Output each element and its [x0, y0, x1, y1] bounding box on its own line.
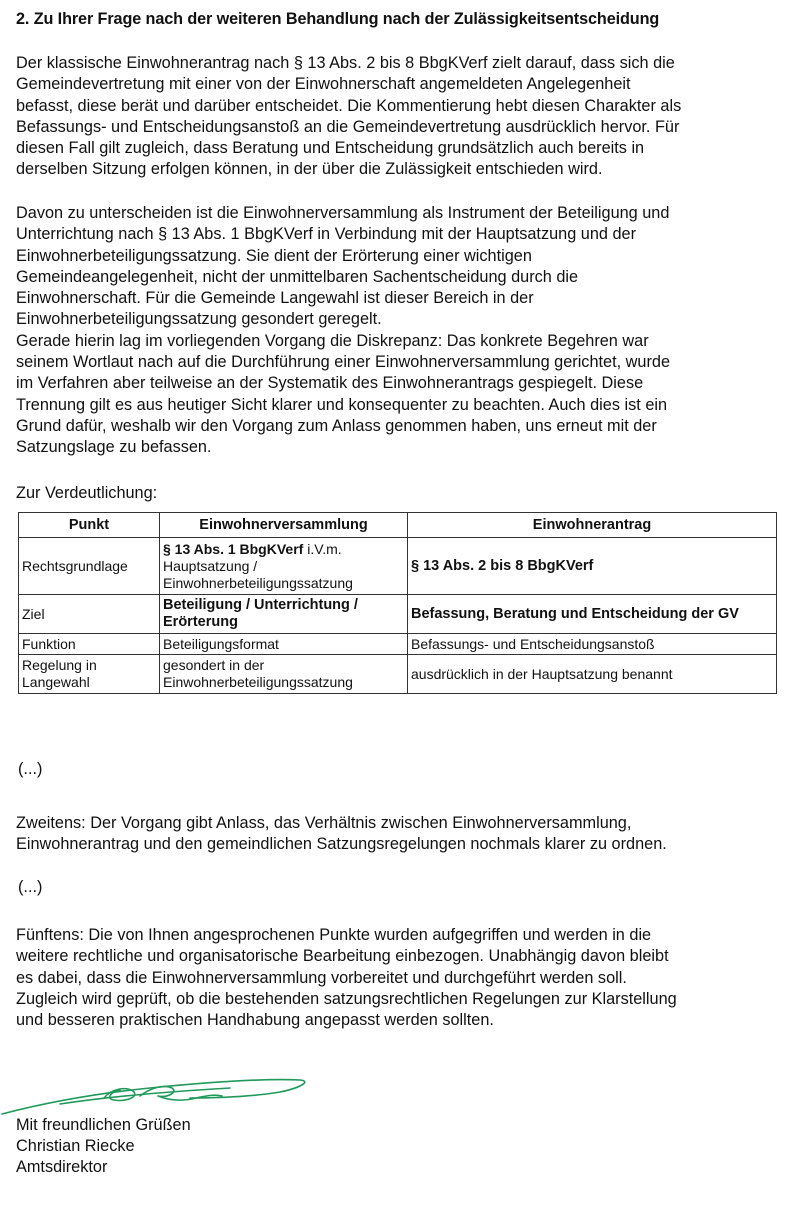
paragraph-einwohnerantrag: [16, 53, 786, 181]
column-header-einwohnerversammlung: Einwohnerversammlung: [160, 513, 408, 538]
text-line: Fünftens: Die von Ihnen angesprochenen Punkte wurden aufgegriffen und werden in die: [16, 926, 652, 944]
text-line: Gerade hierin lag im vorliegenden Vorgang die Diskrepanz: Das konkrete Begehren war: [16, 331, 649, 350]
paragraph-einwohnerversammlung: [16, 203, 786, 459]
table-row: [19, 538, 777, 595]
text-line: Trennung gilt es aus heutiger Sicht klarer und konsequenter zu beachten. Auch dies ist ein: [16, 395, 668, 414]
paragraph-fuenftens: [16, 925, 786, 1031]
text-line: derselben Sitzung erfolgen können, in der über die Zulässigkeit entschieden wird.: [16, 160, 603, 179]
signatory-title: Amtsdirektor: [16, 1158, 108, 1176]
table-cell-versammlung: gesondert in der Einwohnerbeteiligungssatzung: [160, 655, 408, 694]
text-line: Satzungslage zu befassen.: [16, 438, 212, 457]
text-line: seinem Wortlaut nach auf die Durchführung einer Einwohnerversammlung gerichtet, wurde: [16, 353, 671, 372]
column-header-punkt: Punkt: [19, 513, 160, 538]
text-line: Zugleich wird geprüft, ob die bestehenden satzungsrechtlichen Regelungen zur Klarstellung: [16, 989, 677, 1008]
text-line: Unterrichtung nach § 13 Abs. 1 BbgKVerf in Verbindung mit der Hauptsatzung und der: [16, 225, 636, 244]
paragraph-zweitens: [16, 813, 786, 856]
legal-reference: § 13 Abs. 1 BbgKVerf: [163, 540, 304, 557]
text-line: befasst, diese berät und darüber entscheidet. Die Kommentierung hebt diesen Charakter als: [16, 96, 682, 115]
text-line: diesen Fall gilt zugleich, dass Beratung und Entscheidung grundsätzlich auch bereits in: [16, 139, 645, 158]
table-cell-punkt: Rechtsgrundlage: [19, 538, 160, 595]
text-line: Befassungs- und Entscheidungsanstoß an die Gemeindevertretung ausdrücklich hervor. Für: [16, 117, 680, 136]
table-cell-punkt: Funktion: [19, 634, 160, 655]
handwritten-signature: [0, 1068, 320, 1118]
closing-greeting: Mit freundlichen Grüßen: [16, 1116, 191, 1134]
table-cell-antrag: Befassungs- und Entscheidungsanstoß: [408, 634, 777, 655]
text-line: Einwohnerantrag und den gemeindlichen Satzungsregelungen nochmals klarer zu ordnen.: [16, 835, 667, 854]
text-line: Zur Verdeutlichung:: [16, 484, 158, 502]
ellipsis-marker: (...): [18, 878, 43, 896]
text-line: Zweitens: Der Vorgang gibt Anlass, das Verhältnis zwischen Einwohnerversammlung,: [16, 814, 632, 832]
table-cell-antrag: ausdrücklich in der Hauptsatzung benannt: [408, 655, 777, 694]
ellipsis-marker: (...): [18, 760, 43, 778]
comparison-table: [18, 512, 777, 694]
text-line: Gemeindevertretung mit einer von der Einwohnerschaft angemeldeten Angelegenheit: [16, 75, 631, 94]
closing-block: [16, 1115, 191, 1178]
table-row: [19, 634, 777, 655]
signatory-name: Christian Riecke: [16, 1137, 135, 1155]
text-line: Davon zu unterscheiden ist die Einwohnerversammlung als Instrument der Beteiligung und: [16, 204, 670, 222]
table-cell-antrag: § 13 Abs. 2 bis 8 BbgKVerf: [408, 538, 777, 595]
table-row: [19, 655, 777, 694]
text-line: weitere rechtliche und organisatorische Bearbeitung einbezogen. Unabhängig davon bleibt: [16, 947, 669, 966]
table-cell-punkt: Regelung in Langewahl: [19, 655, 160, 694]
table-cell-versammlung: Beteiligung / Unterrichtung / Erörterung: [160, 595, 408, 634]
table-cell-punkt: Ziel: [19, 595, 160, 634]
text-line: im Verfahren aber teilweise an der Systematik des Einwohnerantrags gespiegelt. Diese: [16, 374, 644, 393]
text-line: Einwohnerbeteiligungssatzung gesondert geregelt.: [16, 310, 382, 329]
text-line: Gemeindeangelegenheit, nicht der unmittelbaren Sachentscheidung durch die: [16, 267, 579, 286]
legal-reference-detail: i.V.m. Hauptsatzung / Einwohnerbeteiligungssatzung: [163, 540, 353, 591]
text-line: es dabei, dass die Einwohnerversammlung vorbereitet und durchgeführt werden soll.: [16, 968, 627, 987]
text-line: und besseren praktischen Handhabung angepasst werden sollten.: [16, 1011, 494, 1030]
table-header-row: [19, 513, 777, 538]
paragraph-verdeutlichung: [16, 483, 786, 504]
table-cell-antrag: Befassung, Beratung und Entscheidung der GV: [408, 595, 777, 634]
table-cell-versammlung: [160, 538, 408, 595]
table-row: [19, 595, 777, 634]
text-line: Einwohnerschaft. Für die Gemeinde Langewahl ist dieser Bereich in der: [16, 289, 534, 308]
text-line: Grund dafür, weshalb wir den Vorgang zum Anlass genommen haben, uns erneut mit der: [16, 416, 657, 435]
column-header-einwohnerantrag: Einwohnerantrag: [408, 513, 777, 538]
table-cell-versammlung: Beteiligungsformat: [160, 634, 408, 655]
section-heading: 2. Zu Ihrer Frage nach der weiteren Behandlung nach der Zulässigkeitsentscheidung: [16, 10, 660, 28]
text-line: Der klassische Einwohnerantrag nach § 13 Abs. 2 bis 8 BbgKVerf zielt darauf, dass sich die: [16, 54, 675, 72]
text-line: Einwohnerbeteiligungssatzung. Sie dient der Erörterung einer wichtigen: [16, 246, 532, 265]
